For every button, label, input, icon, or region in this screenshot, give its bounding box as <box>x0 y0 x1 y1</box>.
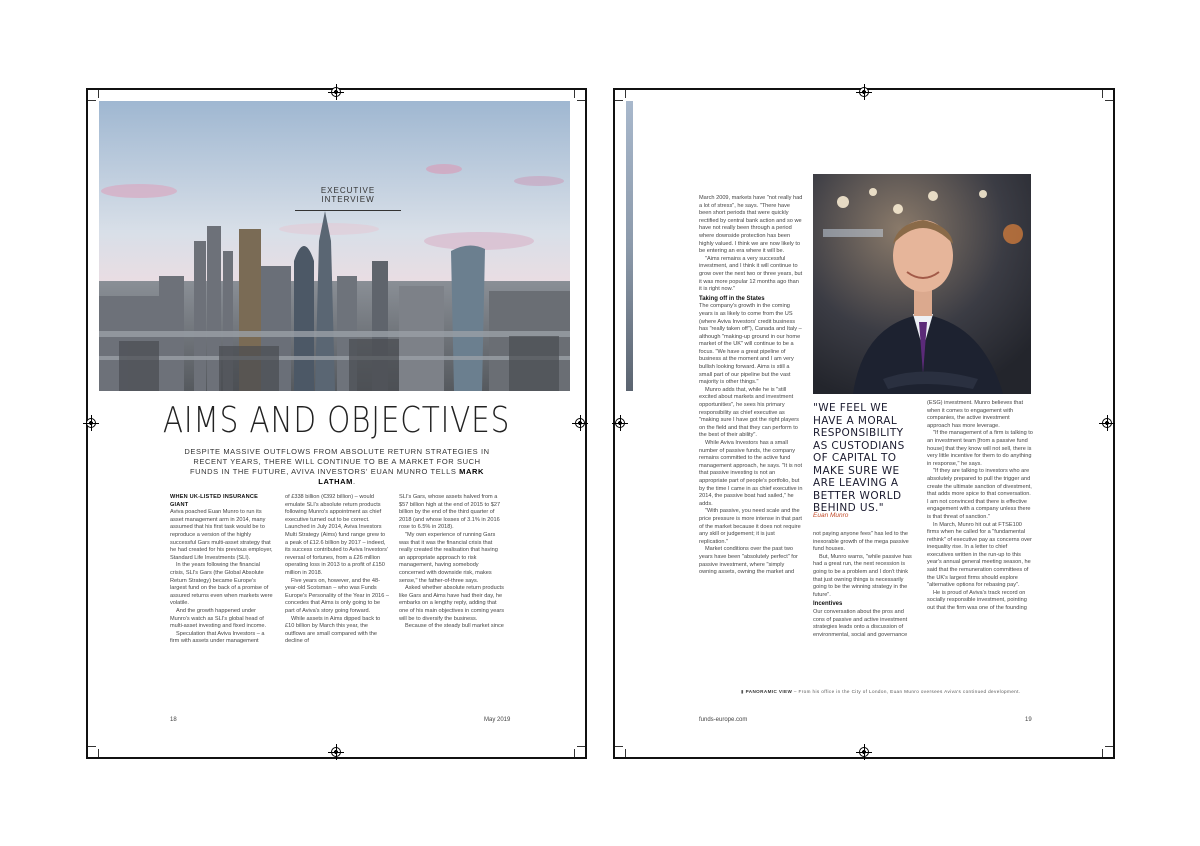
paragraph: And the growth happened under Munro's watch as SLI's global head of multi-asset investing and fixed income. <box>170 607 267 630</box>
paragraph: Aviva poached Euan Munro to run its asset management arm in 2014, many assumed that his first task would be to reproduce a version of the highly successful Gars multi-asset strategy that he had created for his previous employer, Standard Life Investments (SLI). <box>170 509 273 561</box>
right-page <box>613 88 1115 759</box>
pull-quote: "WE FEEL WE HAVE A MORAL RESPONSIBILITY AS CUSTODIANS OF CAPITAL TO MAKE SURE WE ARE LEAVING A BETTER WORLD BEHIND US." <box>813 402 905 514</box>
left-column-1 <box>170 494 274 646</box>
portrait-photo <box>813 174 1031 394</box>
paragraph: While Aviva Investors has a small number of passive funds, the company remains committed to the active fund management approach, he says. "It is not that passive investing is not an appropriate part of people's portfolio, but by the time I came in as chief executive in 2014, the passive boat had sailed," he adds. <box>699 440 803 507</box>
crop-mark <box>625 90 626 98</box>
paragraph: Speculation that Aviva Investors – a firm with assets under management <box>170 630 265 645</box>
paragraph: "If they are talking to investors who are absolutely prepared to pull the trigger and create the ultimate sanction of divestment, that adds more spice to that conversation. I am not convinced that there is effective engagement with a company unless there is that threat of sanction." <box>927 468 1032 520</box>
registration-mark <box>859 87 869 97</box>
crop-mark <box>88 746 96 747</box>
issue-date: May 2019 <box>484 717 511 723</box>
photo-caption: ▮ PANORAMIC VIEW – From his office in the City of London, Euan Munro oversees Aviva's continued development. <box>741 689 1021 694</box>
caption-text: – From his office in the City of London, Euan Munro oversees Aviva's continued development. <box>793 689 1021 694</box>
spread-photo-edge <box>626 101 633 391</box>
website: funds-europe.com <box>699 717 748 723</box>
right-column-2 <box>813 531 915 639</box>
crop-mark <box>577 100 585 101</box>
registration-mark <box>859 747 869 757</box>
paragraph: While assets in Aims dipped back to £10 billion by March this year, the outflows are small compared with the decline of <box>285 615 381 645</box>
paragraph: Market conditions over the past two years have been "absolutely perfect" for passive investment, where "simply owning assets, owning the market and <box>699 546 798 576</box>
left-column-3 <box>399 494 505 631</box>
paragraph: The company's growth in the coming years is as likely to come from the US (where Aviva Investors' credit business has "really taken off"), Canada and Italy – although "making-up ground in our home market of the UK" will continue to be a focus. "We have a great pipeline of business at the moment and I am very bullish looking forward. Aims is still a small part of our pipeline but the vast majority is other things." <box>699 303 802 386</box>
paragraph: Munro adds that, while he is "still excited about markets and investment opportunities", he sees his primary responsibility as chief executive as "making sure I have got the right players on the field and that they can perform to the best of their ability". <box>699 386 799 439</box>
registration-mark <box>615 418 625 428</box>
crop-mark <box>615 746 623 747</box>
crop-mark <box>1102 90 1103 98</box>
right-column-1 <box>699 195 803 577</box>
registration-mark <box>575 418 585 428</box>
paragraph: not paying anyone fees" has led to the inexorable growth of the mega passive fund houses. <box>813 531 909 553</box>
paragraph: But, Munro warns, "while passive has had a great run, the next recession is going to be a problem and I don't think that just owning things is necessarily going to be the winning strategy in the future". <box>813 553 912 598</box>
left-column-2 <box>285 494 389 646</box>
section-kicker: EXECUTIVE INTERVIEW <box>295 186 401 211</box>
subheading: Incentives <box>813 601 843 608</box>
paragraph: In March, Munro hit out at FTSE100 firms when he called for a "fundamental rethink" of executive pay as concerns over inequality rise. In a letter to chief executives written in the run-up to this year's annual general meeting season, he said that the remuneration committees of the UK's largest firms should explore "alternative options for rebasing pay". <box>927 521 1032 589</box>
paragraph: March 2009, markets have "not really had a lot of stress", he says. "There have been short periods that were quickly rectified by central bank action and so we have not really been through a period where downside protection has been highly valued. I think we are now likely to be entering an era where it will be. <box>699 195 803 255</box>
crop-mark <box>615 100 623 101</box>
crop-mark <box>88 100 96 101</box>
crop-mark <box>577 746 585 747</box>
paragraph: "With passive, you need scale and the price pressure is more intense in that part of the market because it does not require any skill or judgement; it is just replication." <box>699 508 802 545</box>
registration-mark <box>86 418 96 428</box>
lead-in: WHEN UK-LISTED INSURANCE GIANT <box>170 494 259 508</box>
crop-mark <box>1105 746 1113 747</box>
paragraph: Our conversation about the pros and cons of passive and active investment strategies leads onto a discussion of environmental, social and governance <box>813 608 908 638</box>
paragraph: "If the management of a firm is talking to an investment team [from a passive fund house] that they know will not sell, there is very little incentive for them to do anything in response," he says. <box>927 430 1033 467</box>
registration-mark <box>331 87 341 97</box>
page-number: 19 <box>1025 717 1032 723</box>
standfirst: DESPITE MASSIVE OUTFLOWS FROM ABSOLUTE RETURN STRATEGIES IN RECENT YEARS, THERE WILL CONTINUE TO BE A MARKET FOR SUCH FUNDS IN THE FUTURE, AVIVA INVESTORS' EUAN MUNRO TELLS MARK LATHAM. <box>184 447 490 486</box>
registration-mark <box>331 747 341 757</box>
city-skyline-photo <box>99 101 570 391</box>
paragraph: "My own experience of running Gars was that it was the financial crisis that really created the realisation that having an appropriate approach to risk management, having somebody concerned with downside risk, makes sense," the father-of-three says. <box>399 531 498 584</box>
registration-mark <box>1102 418 1112 428</box>
standfirst-text: DESPITE MASSIVE OUTFLOWS FROM ABSOLUTE RETURN STRATEGIES IN RECENT YEARS, THERE WILL CONTINUE TO BE A MARKET FOR SUCH FUNDS IN THE FUTURE, AVIVA INVESTORS' EUAN MUNRO TELLS <box>184 447 490 476</box>
paragraph: Because of the steady bull market since <box>405 623 504 630</box>
paragraph: SLI's Gars, whose assets halved from a $57 billion high at the end of 2015 to $27 billion by the end of the third quarter of 2018 (and whose losses of 3.1% in 2016 rose to 6.5% in 2018). <box>399 494 501 531</box>
crop-mark <box>574 749 575 757</box>
paragraph: of £338 billion (€392 billion) – would emulate SLI's absolute return products following Munro's appointment as chief executive turned out to be correct. Launched in July 2014, Aviva Investors Multi Strategy (Aims) fund range grew to a peak of £12.6 billion by 2017 – indeed, its success contributed to Aviva Investors' reversal of fortunes, from a £26 million operating loss in 2013 to a profit of £150 million in 2018. <box>285 494 388 576</box>
crop-mark <box>98 90 99 98</box>
crop-mark <box>1105 100 1113 101</box>
quote-author: Euan Munro <box>813 512 849 519</box>
article-title: AIMS AND OBJECTIVES <box>162 400 511 441</box>
paragraph: He is proud of Aviva's track record on socially responsible investment, pointing out that the firm was one of the founding <box>927 589 1027 612</box>
subheading: Taking off in the States <box>699 295 765 302</box>
caption-label: PANORAMIC VIEW <box>745 689 793 694</box>
crop-mark <box>574 90 575 98</box>
page-number: 18 <box>170 717 177 723</box>
paragraph: "Aims remains a very successful investment, and I think it will continue to grow over the next two or three years, but it was more popular 12 months ago than it is right now." <box>699 255 803 293</box>
right-column-3 <box>927 400 1033 613</box>
crop-mark <box>1102 749 1103 757</box>
paragraph: Five years on, however, and the 48-year-old Scotsman – who was Funds Europe's Personality of the Year in 2016 – concedes that Aims is only going to be part of Aviva's story going forward. <box>285 577 390 614</box>
byline: MARK LATHAM <box>318 467 485 486</box>
crop-mark <box>625 749 626 757</box>
paragraph: Asked whether absolute return products like Gars and Aims have had their day, he embarks on a lengthy reply, adding that one of his main objectives in coming years will be to diversify the business. <box>399 585 505 622</box>
paragraph: In the years following the financial crisis, SLI's Gars (the Global Absolute Return Strategy) became Europe's largest fund on the back of a promise of assured returns even when markets were volatile. <box>170 562 273 607</box>
crop-mark <box>98 749 99 757</box>
paragraph: (ESG) investment. Munro believes that when it comes to engagement with companies, the active investment approach has more leverage. <box>927 400 1024 429</box>
left-page <box>86 88 587 759</box>
